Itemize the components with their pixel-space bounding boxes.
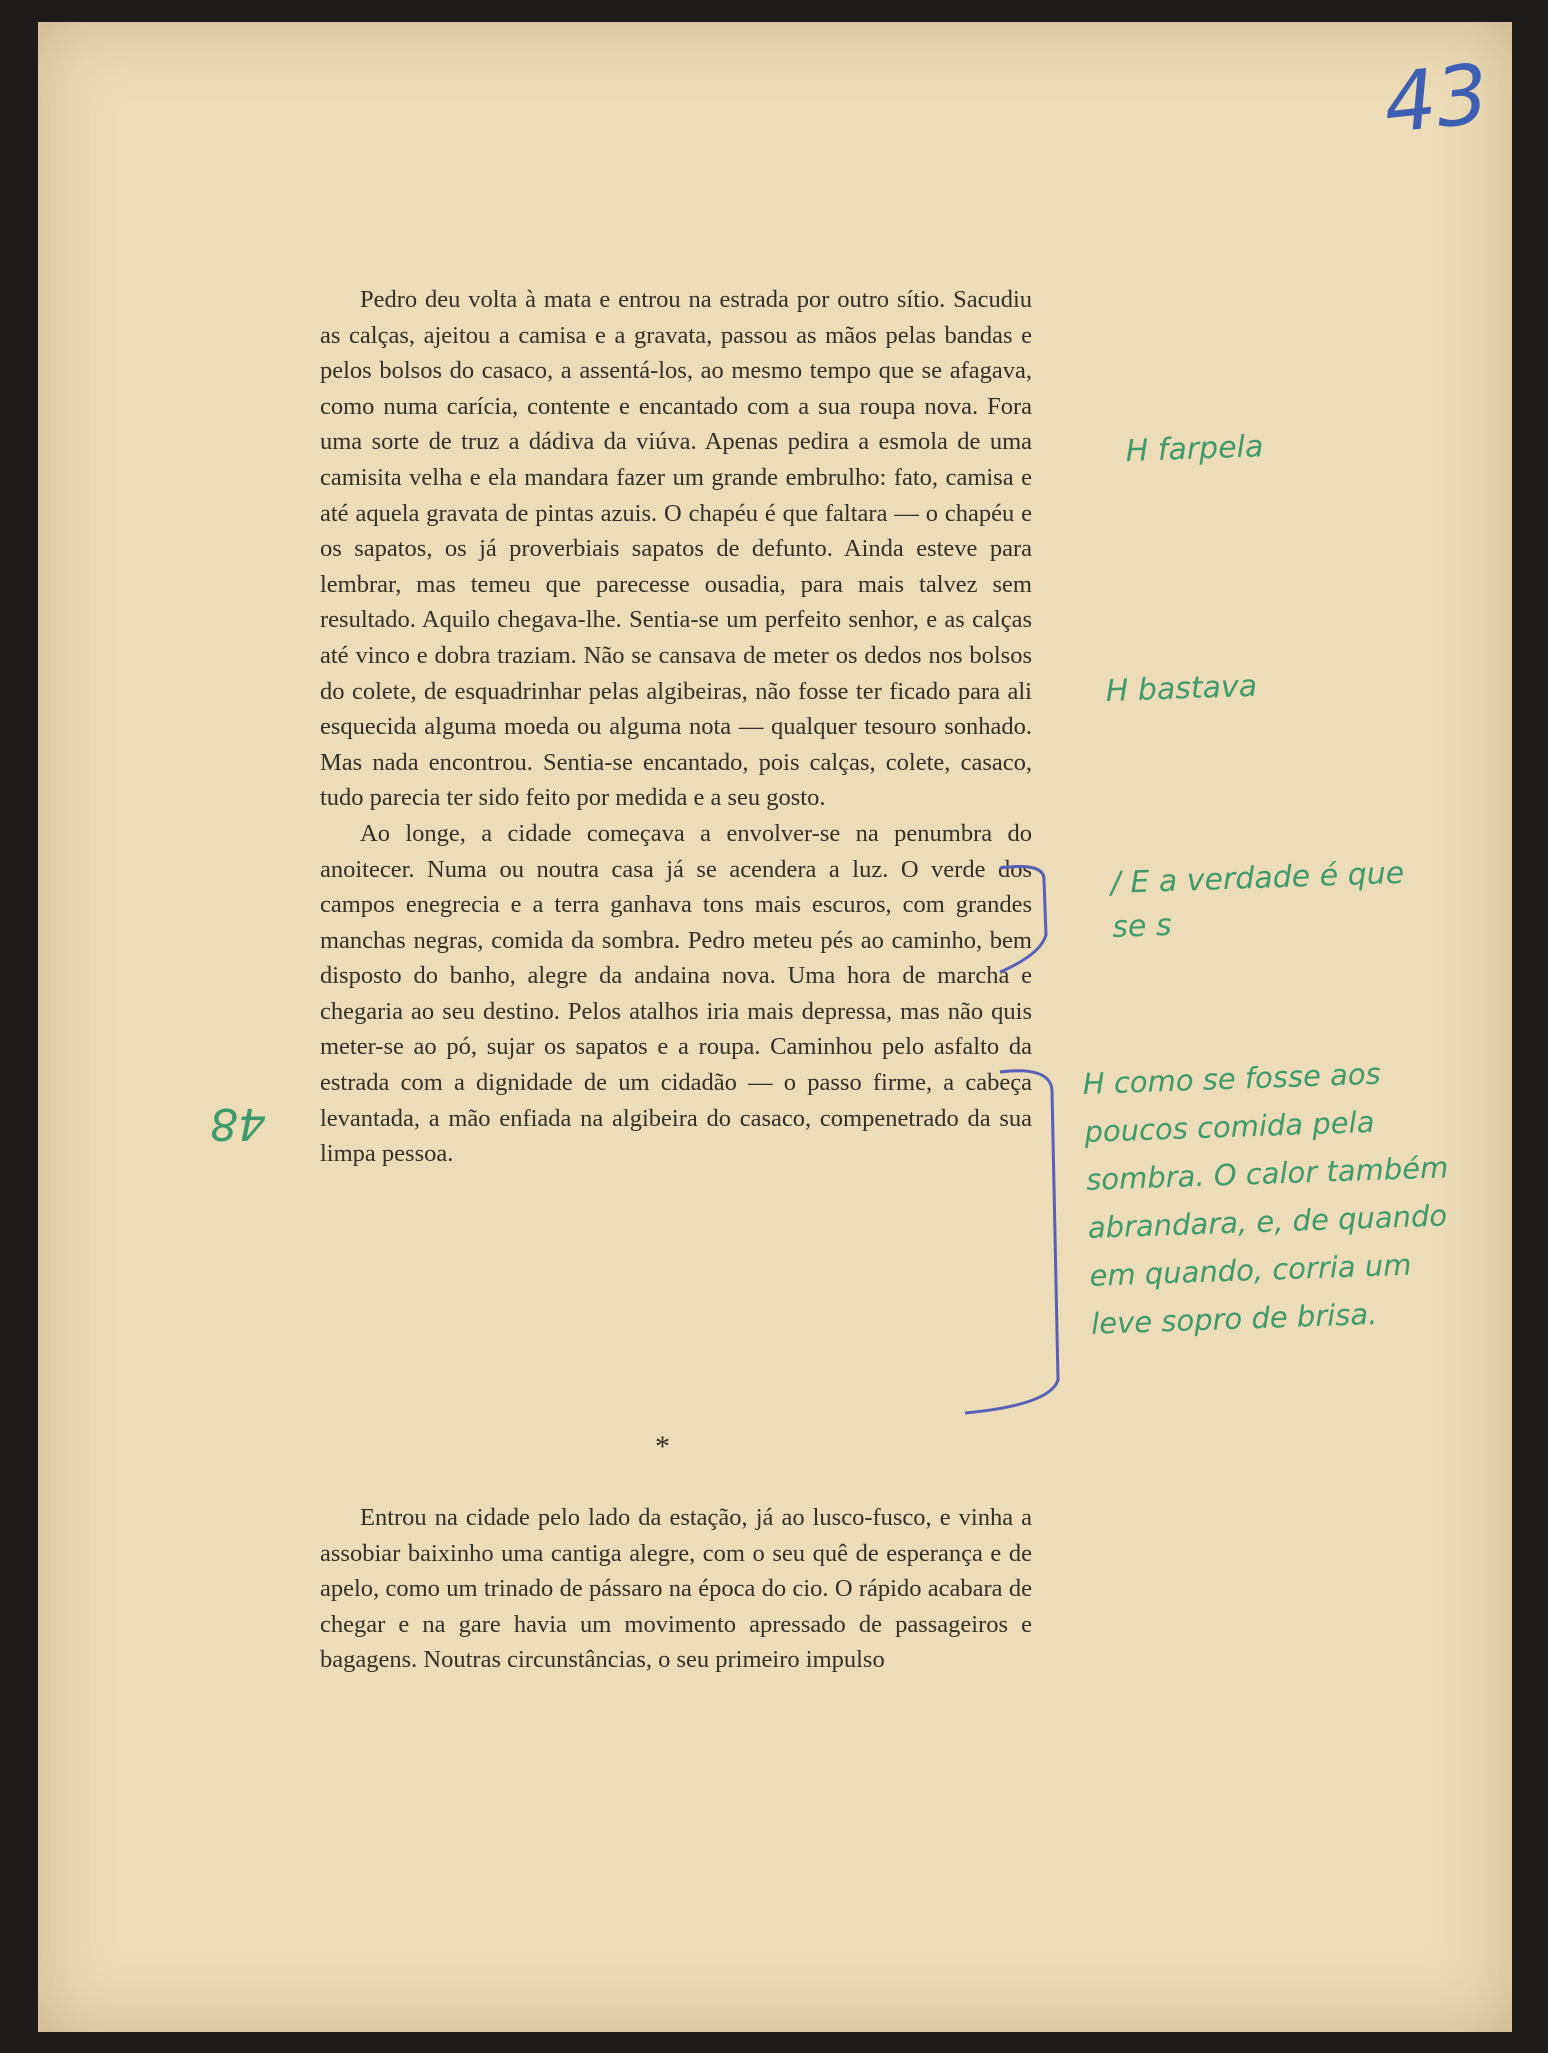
- margin-note-farpela: H farpela: [1125, 429, 1264, 469]
- main-text-block-2: [320, 1500, 1032, 1678]
- page-number: 43: [1379, 46, 1494, 153]
- paragraph-2: Ao longe, a cidade começava a envolver-se na penumbra do anoitecer. Numa ou noutra casa já se acendera a luz. O verde dos campos enegrecia e a terra ganhava tons mais escuros, com grandes manchas negras, comida da sombra. Pedro meteu pés ao caminho, bem disposto do banho, alegre da andaina nova. Uma hora de marcha e chegaria ao seu destino. Pelos atalhos iria mais depressa, mas não quis meter-se ao pó, sujar os sapatos e a roupa. Caminhou pelo asfalto da estrada com a dignidade de um cidadão — o passo firme, a cabeça levantada, a mão enfiada na algibeira do casaco, compenetrado da sua limpa pessoa.: [320, 819, 1032, 1168]
- margin-note-verdade: / E a verdade é que se s: [1110, 855, 1405, 945]
- left-margin-mark: 48: [210, 1098, 266, 1149]
- margin-note-bastava: H bastava: [1105, 668, 1258, 709]
- paragraph-1: Pedro deu volta à mata e entrou na estrada por outro sítio. Sacudiu as calças, ajeitou a camisa e a gravata, passou as mãos pelas bandas e pelos bolsos do casaco, a assentá-los, ao mesmo tempo que se afagava, como numa carícia, contente e encantado com a sua roupa nova. Fora uma sorte de truz a dádiva da viúva. Apenas pedira a esmola de uma camisita velha e ela mandara fazer um grande embrulho: fato, camisa e até aquela gravata de pintas azuis. O chapéu é que faltara — o chapéu e os sapatos, os já proverbiais sapatos de defunto. Ainda esteve para lembrar, mas temeu que parecesse ousadia, para mais talvez sem resultado. Aquilo chegava-lhe. Sentia-se um perfeito senhor, e as calças até vinco e dobra traziam. Não se cansava de meter os dedos nos bolsos do colete, de esquadrinhar pelas algibeiras, não fosse ter ficado para ali esquecida alguma moeda ou alguma nota — qualquer tesouro sonhado. Mas nada encontrou. Sentia-se encantado, pois calças, colete, casaco, tudo parecia ter sido feito por medida e a seu gosto.: [320, 286, 1032, 812]
- margin-note-sombra: H como se fosse aos poucos comida pela sombra. O calor também abrandara, e, de quando em quando, corria um leve sopro de brisa.: [1082, 1056, 1449, 1341]
- paragraph-3: Entrou na cidade pelo lado da estação, já ao lusco-fusco, e vinha a assobiar baixinho uma cantiga alegre, com o seu quê de esperança e de apelo, como um trinado de pássaro na época do cio. O rápido acabara de chegar e na gare havia um movimento apressado de passageiros e bagagens. Noutras circunstâncias, o seu primeiro impulso: [320, 1504, 1032, 1674]
- main-text-block-1: [320, 282, 1032, 1172]
- section-separator: *: [655, 1430, 670, 1463]
